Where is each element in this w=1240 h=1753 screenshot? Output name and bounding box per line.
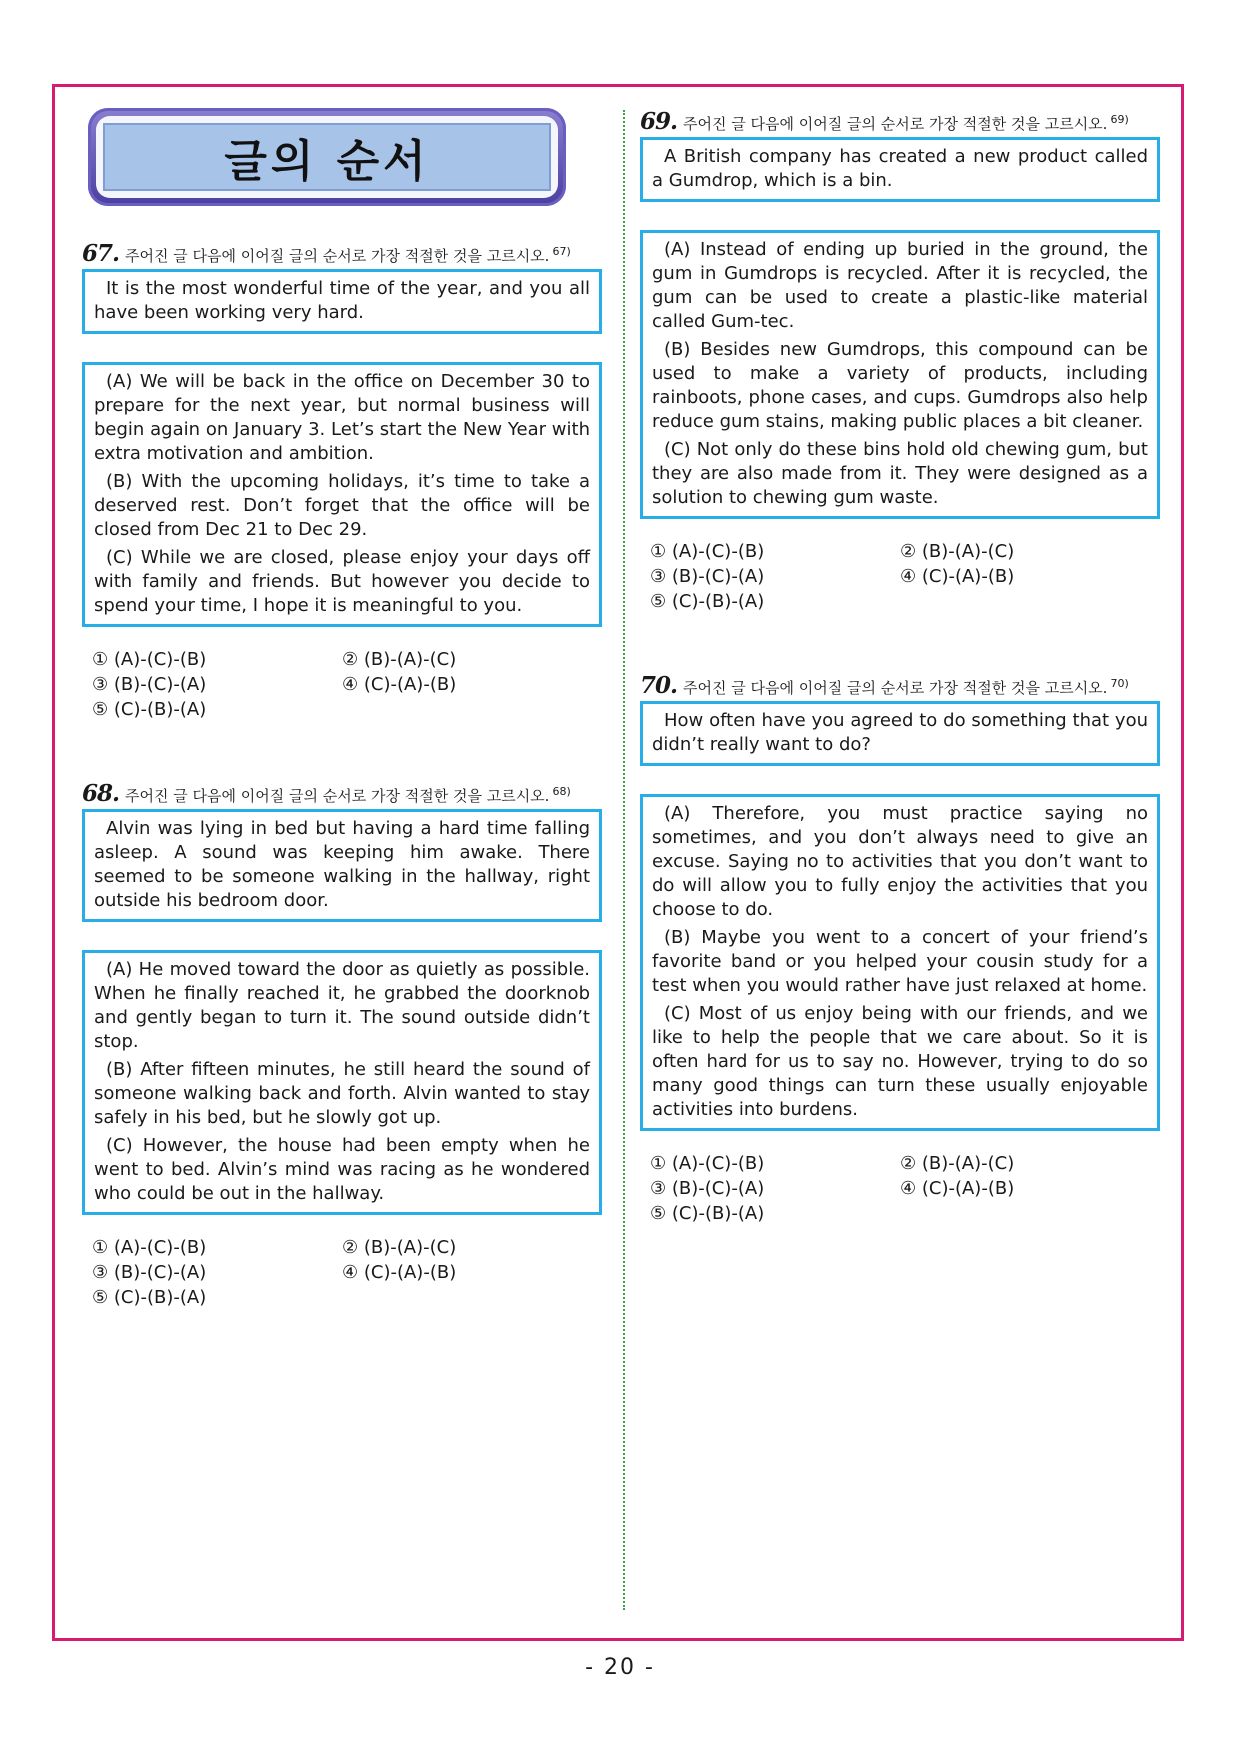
option-5[interactable]: ⑤ (C)-(B)-(A) xyxy=(650,591,765,612)
passage-b: (B) With the upcoming holidays, it’s time to take a deserved rest. Don’t forget that the office will be closed from Dec 21 to Dec 29. xyxy=(94,471,590,540)
question-67 xyxy=(82,240,602,722)
option-5[interactable]: ⑤ (C)-(B)-(A) xyxy=(650,1203,765,1224)
question-70 xyxy=(640,672,1160,1226)
answer-options xyxy=(650,1151,1160,1226)
answer-options xyxy=(92,647,602,722)
option-3[interactable]: ③ (B)-(C)-(A) xyxy=(650,566,765,587)
question-number: 69. xyxy=(640,108,678,135)
passage-c: (C) Most of us enjoy being with our friends, and we like to help the people that we care about. So it is often hard for us to say no. However, trying to do so many good things can turn these usually enjoyable activities into burdens. xyxy=(652,1003,1148,1120)
passage-b: (B) After fifteen minutes, he still heard the sound of someone walking back and forth. Alvin wanted to stay safely in his bed, but he slowly got up. xyxy=(94,1059,590,1128)
option-1[interactable]: ① (A)-(C)-(B) xyxy=(650,541,765,562)
option-5[interactable]: ⑤ (C)-(B)-(A) xyxy=(92,1287,207,1308)
intro-text: How often have you agreed to do something that you didn’t really want to do? xyxy=(652,710,1148,755)
question-instruction: 주어진 글 다음에 이어질 글의 순서로 가장 적절한 것을 고르시오. xyxy=(683,115,1108,133)
option-2[interactable]: ② (B)-(A)-(C) xyxy=(900,541,1015,562)
passage-a: (A) Instead of ending up buried in the ground, the gum in Gumdrops is recycled. After it is recycled, the gum can be used to create a plastic-like material called Gum-tec. xyxy=(652,239,1148,332)
option-1[interactable]: ① (A)-(C)-(B) xyxy=(92,1237,207,1258)
option-5[interactable]: ⑤ (C)-(B)-(A) xyxy=(92,699,207,720)
answer-options xyxy=(650,539,1160,614)
question-68 xyxy=(82,780,602,1310)
option-2[interactable]: ② (B)-(A)-(C) xyxy=(342,1237,457,1258)
intro-text: Alvin was lying in bed but having a hard time falling asleep. A sound was keeping him awake. There seemed to be someone walking in the hallway, right outside his bedroom door. xyxy=(94,818,590,911)
right-column xyxy=(640,108,1160,1284)
option-4[interactable]: ④ (C)-(A)-(B) xyxy=(900,566,1015,587)
column-divider xyxy=(623,110,625,1610)
intro-text: It is the most wonderful time of the year, and you all have been working very hard. xyxy=(94,278,590,323)
option-4[interactable]: ④ (C)-(A)-(B) xyxy=(900,1178,1015,1199)
footnote-ref: 69) xyxy=(1110,113,1129,126)
passage-c: (C) While we are closed, please enjoy your days off with family and friends. But however you decide to spend your time, I hope it is meaningful to you. xyxy=(94,547,590,616)
intro-box xyxy=(640,701,1160,766)
footnote-ref: 67) xyxy=(552,245,571,258)
question-instruction: 주어진 글 다음에 이어질 글의 순서로 가장 적절한 것을 고르시오. xyxy=(125,787,550,805)
question-number: 67. xyxy=(82,240,120,267)
passage-b: (B) Besides new Gumdrops, this compound can be used to make a variety of products, including rainboots, phone cases, and cups. Gumdrops also help reduce gum stains, making public places a bit cleaner. xyxy=(652,339,1148,432)
option-3[interactable]: ③ (B)-(C)-(A) xyxy=(650,1178,765,1199)
page-number: - 20 - xyxy=(585,1655,655,1680)
option-3[interactable]: ③ (B)-(C)-(A) xyxy=(92,674,207,695)
option-2[interactable]: ② (B)-(A)-(C) xyxy=(342,649,457,670)
option-4[interactable]: ④ (C)-(A)-(B) xyxy=(342,1262,457,1283)
passage-c: (C) However, the house had been empty when he went to bed. Alvin’s mind was racing as he wondered who could be out in the hallway. xyxy=(94,1135,590,1204)
passages-box xyxy=(640,794,1160,1131)
left-column xyxy=(82,108,602,1368)
passage-a: (A) Therefore, you must practice saying no sometimes, and you don’t always need to give an excuse. Saying no to activities that you don’t want to do will allow you to fully enjoy the activities that you choose to do. xyxy=(652,803,1148,920)
question-instruction: 주어진 글 다음에 이어질 글의 순서로 가장 적절한 것을 고르시오. xyxy=(125,247,550,265)
footnote-ref: 68) xyxy=(552,785,571,798)
section-title-banner xyxy=(88,108,566,206)
passages-box xyxy=(640,230,1160,519)
option-1[interactable]: ① (A)-(C)-(B) xyxy=(650,1153,765,1174)
passage-c: (C) Not only do these bins hold old chewing gum, but they are also made from it. They were designed as a solution to chewing gum waste. xyxy=(652,439,1148,508)
question-number: 70. xyxy=(640,672,678,699)
passage-a: (A) He moved toward the door as quietly as possible. When he finally reached it, he grabbed the doorknob and gently began to turn it. The sound outside didn’t stop. xyxy=(94,959,590,1052)
intro-box xyxy=(82,269,602,334)
footnote-ref: 70) xyxy=(1110,677,1129,690)
passage-a: (A) We will be back in the office on December 30 to prepare for the next year, but normal business will begin again on January 3. Let’s start the New Year with extra motivation and ambition. xyxy=(94,371,590,464)
option-2[interactable]: ② (B)-(A)-(C) xyxy=(900,1153,1015,1174)
question-69 xyxy=(640,108,1160,614)
section-title: 글의 순서 xyxy=(103,123,551,191)
intro-text: A British company has created a new product called a Gumdrop, which is a bin. xyxy=(652,146,1148,191)
question-number: 68. xyxy=(82,780,120,807)
option-3[interactable]: ③ (B)-(C)-(A) xyxy=(92,1262,207,1283)
question-instruction: 주어진 글 다음에 이어질 글의 순서로 가장 적절한 것을 고르시오. xyxy=(683,679,1108,697)
option-4[interactable]: ④ (C)-(A)-(B) xyxy=(342,674,457,695)
passages-box xyxy=(82,950,602,1215)
answer-options xyxy=(92,1235,602,1310)
intro-box xyxy=(640,137,1160,202)
option-1[interactable]: ① (A)-(C)-(B) xyxy=(92,649,207,670)
intro-box xyxy=(82,809,602,922)
passage-b: (B) Maybe you went to a concert of your friend’s favorite band or you helped your cousin study for a test when you would rather have just relaxed at home. xyxy=(652,927,1148,996)
passages-box xyxy=(82,362,602,627)
